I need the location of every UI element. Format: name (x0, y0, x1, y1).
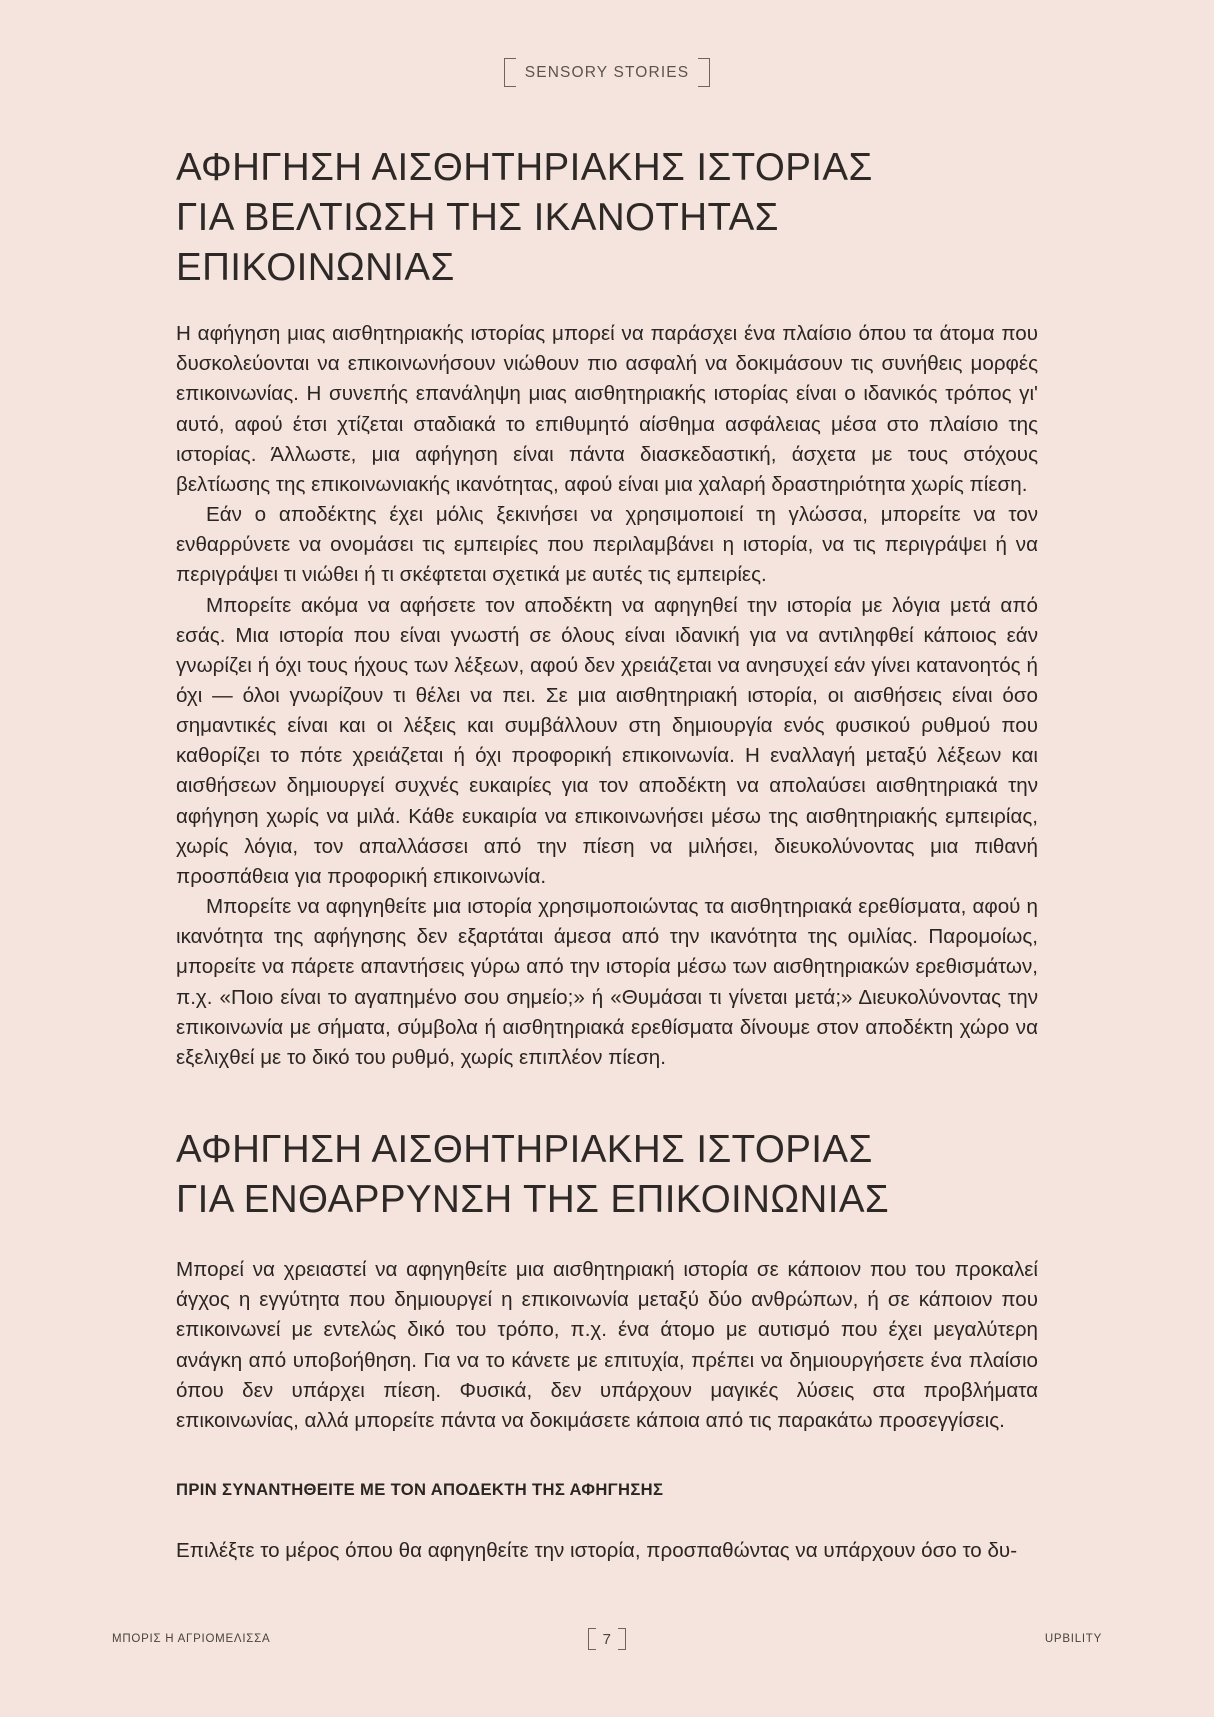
running-head-label: SENSORY STORIES (524, 63, 690, 81)
paragraph: Η αφήγηση μιας αισθητηριακής ιστορίας μπορεί να παράσχει ένα πλαίσιο όπου τα άτομα που δυσκολεύονται να επικοινωνήσουν νιώθουν πιο ασφαλή να δοκιμάσουν τις συνήθεις μορφές επικοινωνίας. Η συνεπής επανάληψη μιας αισθητηριακής ιστορίας είναι ο ιδανικός τρόπος γι' αυτό, αφού έτσι χτίζεται σταδιακά το επιθυμητό αίσθημα ασφάλειας μέσα στο πλαίσιο της ιστορίας. Άλλωστε, μια αφήγηση είναι πάντα διασκεδαστική, άσχετα με τους στόχους βελτίωσης της επικοινωνιακής ικανότητας, αφού είναι μια χαλαρή δραστηριότητα χωρίς πίεση. (176, 322, 1038, 496)
section-title-1-line-1: ΑΦΗΓΗΣΗ ΑΙΣΘΗΤΗΡΙΑΚΗΣ ΙΣΤΟΡΙΑΣ (176, 146, 873, 189)
footer-book-title: ΜΠΟΡΙΣ Η ΑΓΡΙΟΜΕΛΙΣΣΑ (112, 1633, 271, 1645)
right-bracket-icon (698, 58, 710, 87)
footer-page-number-group (588, 1628, 627, 1650)
page-footer (0, 1619, 1214, 1659)
running-head (0, 58, 1214, 87)
page-number: 7 (602, 1630, 612, 1648)
section-title-2-line-2: ΓΙΑ ΕΝΘΑΡΡΥΝΣΗ ΤΗΣ ΕΠΙΚΟΙΝΩΝΙΑΣ (176, 1178, 890, 1222)
section-title-2 (176, 1125, 1038, 1225)
section-title-2-line-1: ΑΦΗΓΗΣΗ ΑΙΣΘΗΤΗΡΙΑΚΗΣ ΙΣΤΟΡΙΑΣ (176, 1128, 873, 1172)
section-title-1 (176, 143, 1038, 293)
paragraph: Μπορείτε ακόμα να αφήσετε τον αποδέκτη να αφηγηθεί την ιστορία με λόγια μετά από εσάς. Μια ιστορία που είναι γνωστή σε όλους είναι ιδανική για να αντιληφθεί κάποιος εάν γνωρίζει ή όχι τους ήχους των λέξεων, αφού δεν χρειάζεται να ανησυχεί εάν γίνει κατανοητός ή όχι — όλοι γνωρίζουν τι θέλει να πει. Σε μια αισθητηριακή ιστορία, οι αισθήσεις είναι όσο σημαντικές είναι και οι λέξεις και συμβάλλουν στη δημιουργία ενός φυσικού ρυθμού που καθορίζει το πότε χρειάζεται ή όχι προφορική επικοινωνία. Η εναλλαγή μεταξύ λέξεων και αισθήσεων δημιουργεί συχνές ευκαιρίες για τον αποδέκτη να απολαύσει αισθητηριακά την αφήγηση χωρίς να μιλά. Κάθε ευκαιρία να επικοινωνήσει μέσω της αισθητηριακής εμπειρίας, χωρίς λόγια, τον απαλλάσσει από την πίεση να μιλήσει, διευκολύνοντας μια πιθανή προσπάθεια για προφορική επικοινωνία. (176, 593, 1038, 888)
left-bracket-icon (504, 58, 516, 87)
page-right-bracket-icon (618, 1628, 626, 1650)
running-head-inner (504, 58, 711, 87)
page-left-bracket-icon (588, 1628, 596, 1650)
sub-heading: ΠΡΙΝ ΣΥΝΑΝΤΗΘΕΙΤΕ ΜΕ ΤΟΝ ΑΠΟΔΕΚΤΗ ΤΗΣ ΑΦΗΓΗΣΗΣ (176, 1480, 664, 1500)
paragraph: Μπορεί να χρειαστεί να αφηγηθείτε μια αισθητηριακή ιστορία σε κάποιον που του προκαλεί άγχος η εγγύτητα που δημιουργεί η επικοινωνία μεταξύ δύο ανθρώπων, ή σε κάποιον που επικοινωνεί με εντελώς δικό του τρόπο, π.χ. ένα άτομο με αυτισμό που έχει μεγαλύτερη ανάγκη από υποβοήθηση. Για να το κάνετε με επιτυχία, πρέπει να δημιουργήσετε ένα πλαίσιο όπου δεν υπάρχει πίεση. Φυσικά, δεν υπάρχουν μαγικές λύσεις στα προβλήματα επικοινωνίας, αλλά μπορείτε πάντα να δοκιμάσετε κάποια από τις παρακάτω προσεγγίσεις. (176, 1258, 1038, 1432)
footer-publisher: UPBILITY (1044, 1633, 1102, 1645)
paragraph: Μπορείτε να αφηγηθείτε μια ιστορία χρησιμοποιώντας τα αισθητηριακά ερεθίσματα, αφού η ικανότητα της αφήγησης δεν εξαρτάται άμεσα από την ικανότητα της ομιλίας. Παρομοίως, μπορείτε να πάρετε απαντήσεις γύρω από την ιστορία μέσω των αισθητηριακών ερεθισμάτων, π.χ. «Ποιο είναι το αγαπημένο σου σημείο;» ή «Θυμάσαι τι γίνεται μετά;» Διευκολύνοντας την επικοινωνία με σήματα, σύμβολα ή αισθητηριακά ερεθίσματα δίνουμε στον αποδέκτη χώρο να εξελιχθεί με το δικό του ρυθμό, χωρίς επιπλέον πίεση. (176, 895, 1038, 1069)
section-title-1-line-2: ΓΙΑ ΒΕΛΤΙΩΣΗ ΤΗΣ ΙΚΑΝΟΤΗΤΑΣ ΕΠΙΚΟΙΝΩΝΙΑΣ (176, 196, 779, 290)
content-column (176, 87, 1038, 1717)
paragraph: Επιλέξτε το μέρος όπου θα αφηγηθείτε την ιστορία, προσπαθώντας να υπάρχουν όσο το δυ- (176, 1539, 1018, 1563)
paragraph: Εάν ο αποδέκτης έχει μόλις ξεκινήσει να χρησιμοποιεί τη γλώσσα, μπορείτε να τον ενθαρρύνετε να ονομάσει τις εμπειρίες που περιλαμβάνει η ιστορία, να τις περιγράψει ή να περιγράψει τι νιώθει ή τι σκέφτεται σχετικά με αυτές τις εμπειρίες. (176, 503, 1038, 587)
